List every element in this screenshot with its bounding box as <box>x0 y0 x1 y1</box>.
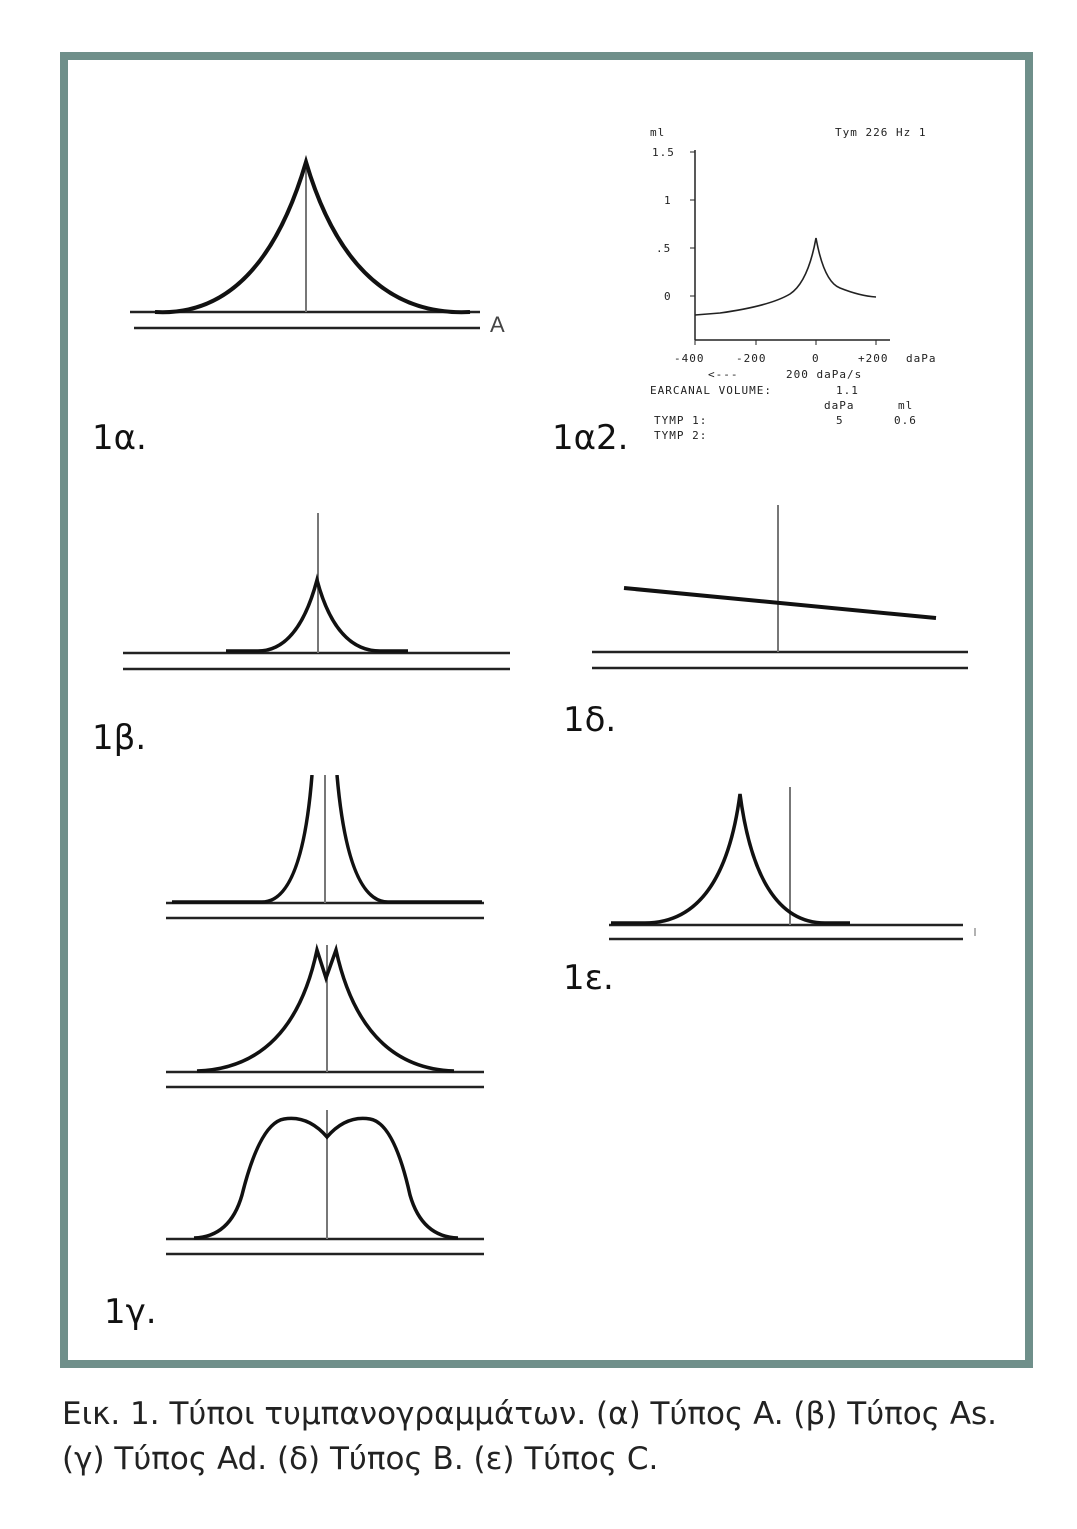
printout-rate-arrow: <--- <box>708 368 739 381</box>
tympanogram-type-ad-3 <box>162 1105 492 1260</box>
figure-caption <box>62 1392 1022 1482</box>
printout-y-unit: ml <box>650 126 666 139</box>
printout-tymp2-label: TYMP 2: <box>654 429 708 442</box>
printout-tymp1-ml: 0.6 <box>894 414 917 427</box>
tympanogram-type-b <box>588 500 973 680</box>
tympanometer-printout <box>640 122 960 457</box>
printout-tymp1-dapa: 5 <box>836 414 844 427</box>
label-1b: 1β. <box>92 718 147 758</box>
printout-xtick-1: -400 <box>674 352 705 365</box>
tympanogram-type-ad-2 <box>162 940 492 1090</box>
printout-earcanal-value: 1.1 <box>836 384 859 397</box>
label-1d: 1δ. <box>563 700 617 740</box>
printout-xtick-2: -200 <box>736 352 767 365</box>
tympanogram-type-ad-1 <box>162 775 492 925</box>
caption-figure-label: Εικ. 1. <box>62 1396 160 1432</box>
label-1e: 1ε. <box>563 958 614 998</box>
caption-text: Τύποι τυμπανογραμμάτων. (α) Τύπος A. (β) Τύπος As. (γ) Τύπος Ad. (δ) Τύπος B. (ε) Τύπος C. <box>62 1396 998 1477</box>
printout-earcanal-label: EARCANAL VOLUME: <box>650 384 772 397</box>
label-1a2: 1α2. <box>552 418 629 458</box>
printout-col-ml: ml <box>898 399 914 412</box>
printout-ytick-4: 0 <box>664 290 672 303</box>
printout-header-right: Tym 226 Hz 1 <box>835 126 927 139</box>
printout-x-unit: daPa <box>906 352 937 365</box>
tympanogram-type-as <box>118 505 518 685</box>
marker-a: A <box>490 312 505 337</box>
printout-rate: 200 daPa/s <box>786 368 863 381</box>
printout-xtick-3: 0 <box>812 352 820 365</box>
tympanogram-type-c <box>605 782 990 952</box>
printout-ytick-2: 1 <box>664 194 672 207</box>
tympanogram-type-a <box>120 140 540 350</box>
printout-col-dapa: daPa <box>824 399 855 412</box>
printout-ytick-1: 1.5 <box>652 146 675 159</box>
label-1a: 1α. <box>92 418 147 458</box>
label-1g: 1γ. <box>104 1292 157 1332</box>
printout-tymp1-label: TYMP 1: <box>654 414 708 427</box>
printout-xtick-4: +200 <box>858 352 889 365</box>
printout-ytick-3: .5 <box>656 242 672 255</box>
